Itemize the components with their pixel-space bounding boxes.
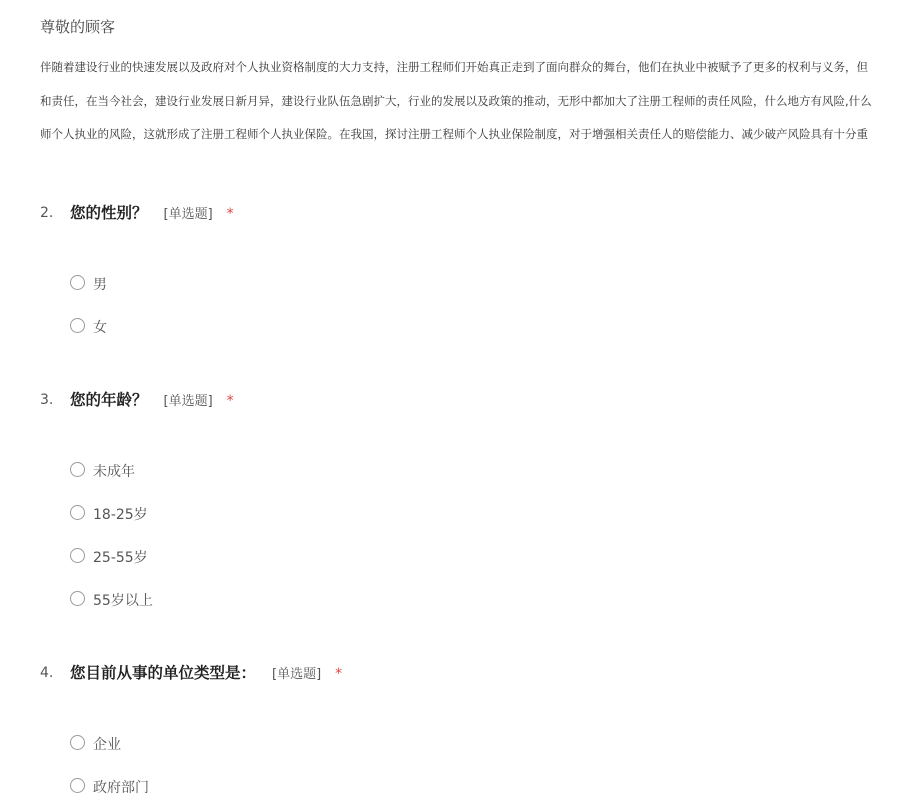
radio-button[interactable]: [70, 462, 85, 477]
question-age: [40, 388, 900, 412]
radio-button[interactable]: [70, 318, 85, 333]
option-label: 政府部门: [93, 780, 149, 796]
intro-paragraph-line: 师个人执业的风险，这就形成了注册工程师个人执业保险。在我国，探讨注册工程师个人执业保险制度，对于增强相关责任人的赔偿能力、减少破产风险具有十分重: [40, 127, 868, 141]
question-title: 您的年龄？: [70, 391, 148, 409]
option-label: 未成年: [93, 464, 135, 480]
radio-button[interactable]: [70, 778, 85, 793]
question-employer-type: [40, 661, 900, 685]
question-number: 2.: [40, 205, 54, 221]
question-type-tag: [单选题]: [272, 667, 322, 682]
question-type-tag: [单选题]: [163, 394, 213, 409]
option-label: 18-25岁: [93, 507, 148, 523]
intro-paragraph-line: 伴随着建设行业的快速发展以及政府对个人执业资格制度的大力支持，注册工程师们开始真正走到了面向群众的舞台，他们在执业中被赋予了更多的权利与义务，但: [40, 60, 868, 74]
radio-button[interactable]: [70, 735, 85, 750]
question-number: 3.: [40, 392, 54, 408]
radio-button[interactable]: [70, 275, 85, 290]
intro-paragraph-line: 和责任，在当今社会，建设行业发展日新月异，建设行业队伍急剧扩大，行业的发展以及政策的推动，无形中都加大了注册工程师的责任风险，什么地方有风险,什么: [40, 94, 872, 108]
question-type-tag: [单选题]: [163, 207, 213, 222]
option-label: 女: [93, 320, 107, 336]
question-title: 您目前从事的单位类型是：: [70, 664, 257, 682]
radio-button[interactable]: [70, 591, 85, 606]
question-gender: [40, 201, 900, 225]
required-marker: *: [226, 206, 234, 222]
greeting-heading: 尊敬的顾客: [40, 18, 116, 36]
radio-button[interactable]: [70, 548, 85, 563]
option-label: 55岁以上: [93, 593, 153, 609]
question-number: 4.: [40, 665, 54, 681]
required-marker: *: [335, 666, 343, 682]
radio-button[interactable]: [70, 505, 85, 520]
required-marker: *: [226, 393, 234, 409]
option-label: 企业: [93, 737, 121, 753]
question-title: 您的性别？: [70, 204, 148, 222]
option-label: 25-55岁: [93, 550, 148, 566]
option-label: 男: [93, 277, 107, 293]
